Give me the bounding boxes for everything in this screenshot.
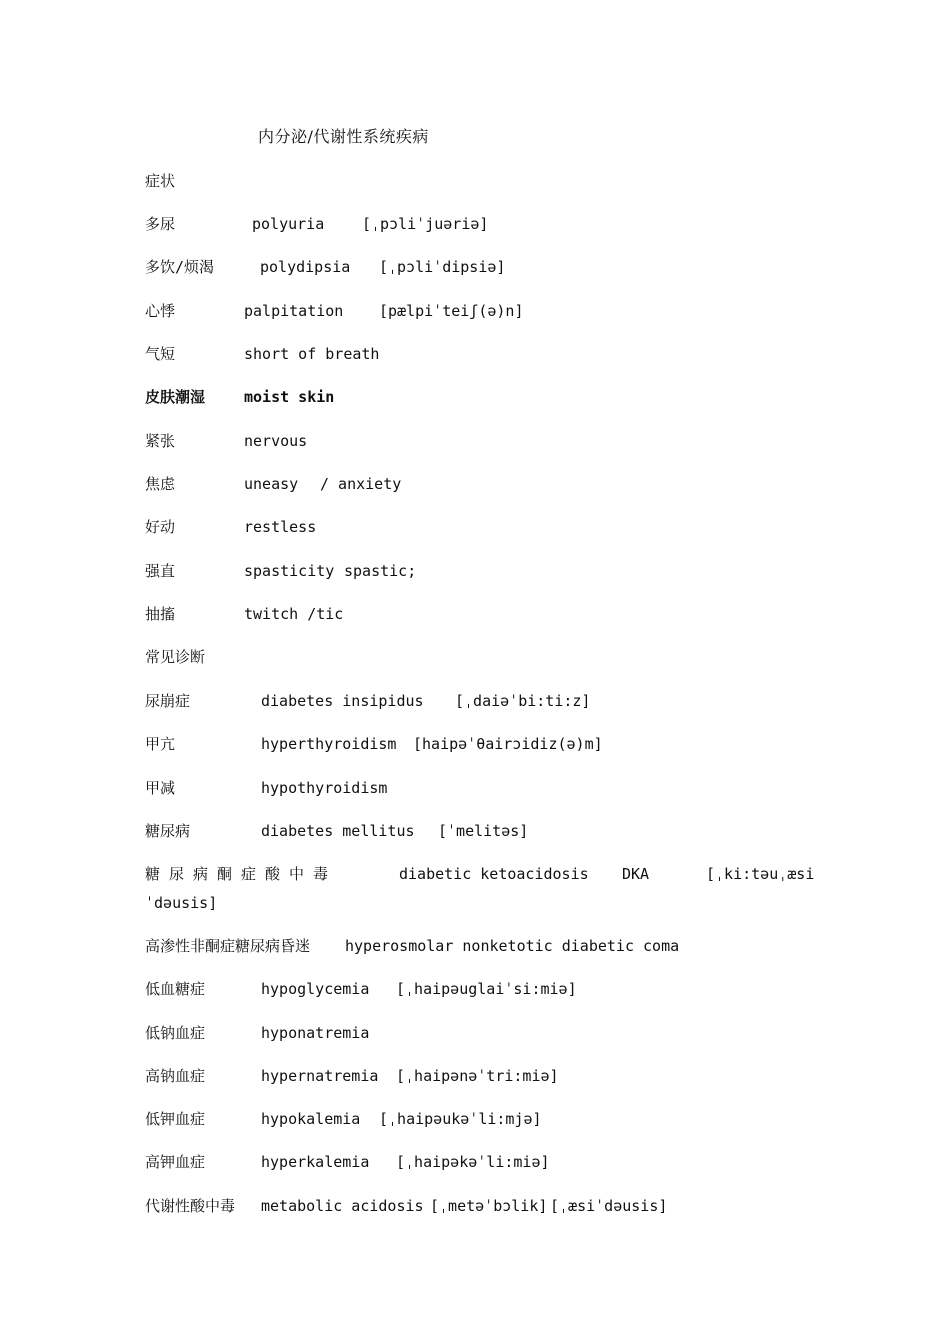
term-chinese: 强直	[145, 562, 176, 580]
term-english: diabetic ketoacidosis	[399, 865, 589, 883]
term-chinese: 低钠血症	[145, 1024, 206, 1042]
term-chinese: 高钠血症	[145, 1067, 206, 1085]
term-chinese: 多尿	[145, 215, 176, 233]
term-chinese: 尿崩症	[145, 692, 191, 710]
term-english: palpitation	[244, 302, 344, 320]
term-english: hyperosmolar nonketotic diabetic coma	[345, 937, 680, 955]
term-phonetic: [ˌhaipəukəˈli:mjə]	[379, 1110, 542, 1128]
term-english: short of breath	[244, 345, 380, 363]
term-chinese: 多饮/烦渴	[145, 258, 215, 276]
term-chinese: 甲亢	[145, 735, 176, 753]
term-phonetic: [ˌhaipənəˈtri:miə]	[396, 1067, 559, 1085]
term-alternate: spastic;	[344, 562, 417, 580]
term-english: hyponatremia	[261, 1024, 370, 1042]
term-phonetic: [ˌhaipəuglaiˈsi:miə]	[396, 980, 577, 998]
term-english: moist skin	[244, 388, 335, 406]
term-phonetic: [ˌmetəˈbɔlik]	[430, 1197, 548, 1215]
term-chinese: 甲减	[145, 779, 176, 797]
term-phonetic: [ˌdaiəˈbi:ti:z]	[455, 692, 591, 710]
term-english: spasticity	[244, 562, 335, 580]
term-english: hypoglycemia	[261, 980, 370, 998]
term-english: polyuria	[252, 215, 325, 233]
term-chinese: 低钾血症	[145, 1110, 206, 1128]
term-english: diabetes insipidus	[261, 692, 424, 710]
section-label: 常见诊断	[145, 648, 206, 666]
term-phonetic: [ˌpɔliˈdipsiə]	[379, 258, 506, 276]
term-english: hypokalemia	[261, 1110, 361, 1128]
term-chinese: 高渗性非酮症糖尿病昏迷	[145, 937, 311, 955]
term-chinese: 高钾血症	[145, 1153, 206, 1171]
term-english: metabolic acidosis	[261, 1197, 424, 1215]
term-phonetic: [ˌhaipəkəˈli:miə]	[396, 1153, 550, 1171]
section-label: 症状	[145, 172, 176, 190]
term-english: hyperkalemia	[261, 1153, 370, 1171]
term-phonetic: [ˈmelitəs]	[438, 822, 529, 840]
term-english: hypothyroidism	[261, 779, 388, 797]
term-english: diabetes mellitus	[261, 822, 415, 840]
term-chinese: 紧张	[145, 432, 176, 450]
term-chinese: 抽搐	[145, 605, 176, 623]
term-phonetic: [ˌki:təuˌæsi	[706, 865, 815, 883]
term-abbreviation: DKA	[622, 865, 650, 883]
term-phonetic-secondary: [ˌæsiˈdəusis]	[550, 1197, 668, 1215]
term-chinese: 糖尿病酮症酸中毒	[145, 865, 338, 883]
term-phonetic: [pælpiˈteiʃ(ə)n]	[379, 302, 524, 320]
term-chinese: 心悸	[145, 302, 176, 320]
term-chinese: 焦虑	[145, 475, 176, 493]
page-title: 内分泌/代谢性系统疾病	[258, 127, 429, 146]
term-english: uneasy	[244, 475, 299, 493]
term-english: polydipsia	[260, 258, 351, 276]
term-chinese: 皮肤潮湿	[145, 388, 206, 406]
term-chinese: 糖尿病	[145, 822, 191, 840]
term-phonetic-continued: ˈdəusis]	[145, 894, 218, 912]
term-phonetic: [haipəˈθairɔidiz(ə)m]	[413, 735, 603, 753]
term-english: hyperthyroidism	[261, 735, 397, 753]
term-english: twitch /tic	[244, 605, 344, 623]
term-chinese: 代谢性酸中毒	[145, 1197, 236, 1215]
term-english: nervous	[244, 432, 308, 450]
term-phonetic: [ˌpɔliˈjuəriə]	[362, 215, 489, 233]
term-chinese: 低血糖症	[145, 980, 206, 998]
term-chinese: 气短	[145, 345, 176, 363]
term-english: restless	[244, 518, 317, 536]
term-english: hypernatremia	[261, 1067, 379, 1085]
term-chinese: 好动	[145, 518, 176, 536]
term-alternate: / anxiety	[320, 475, 402, 493]
